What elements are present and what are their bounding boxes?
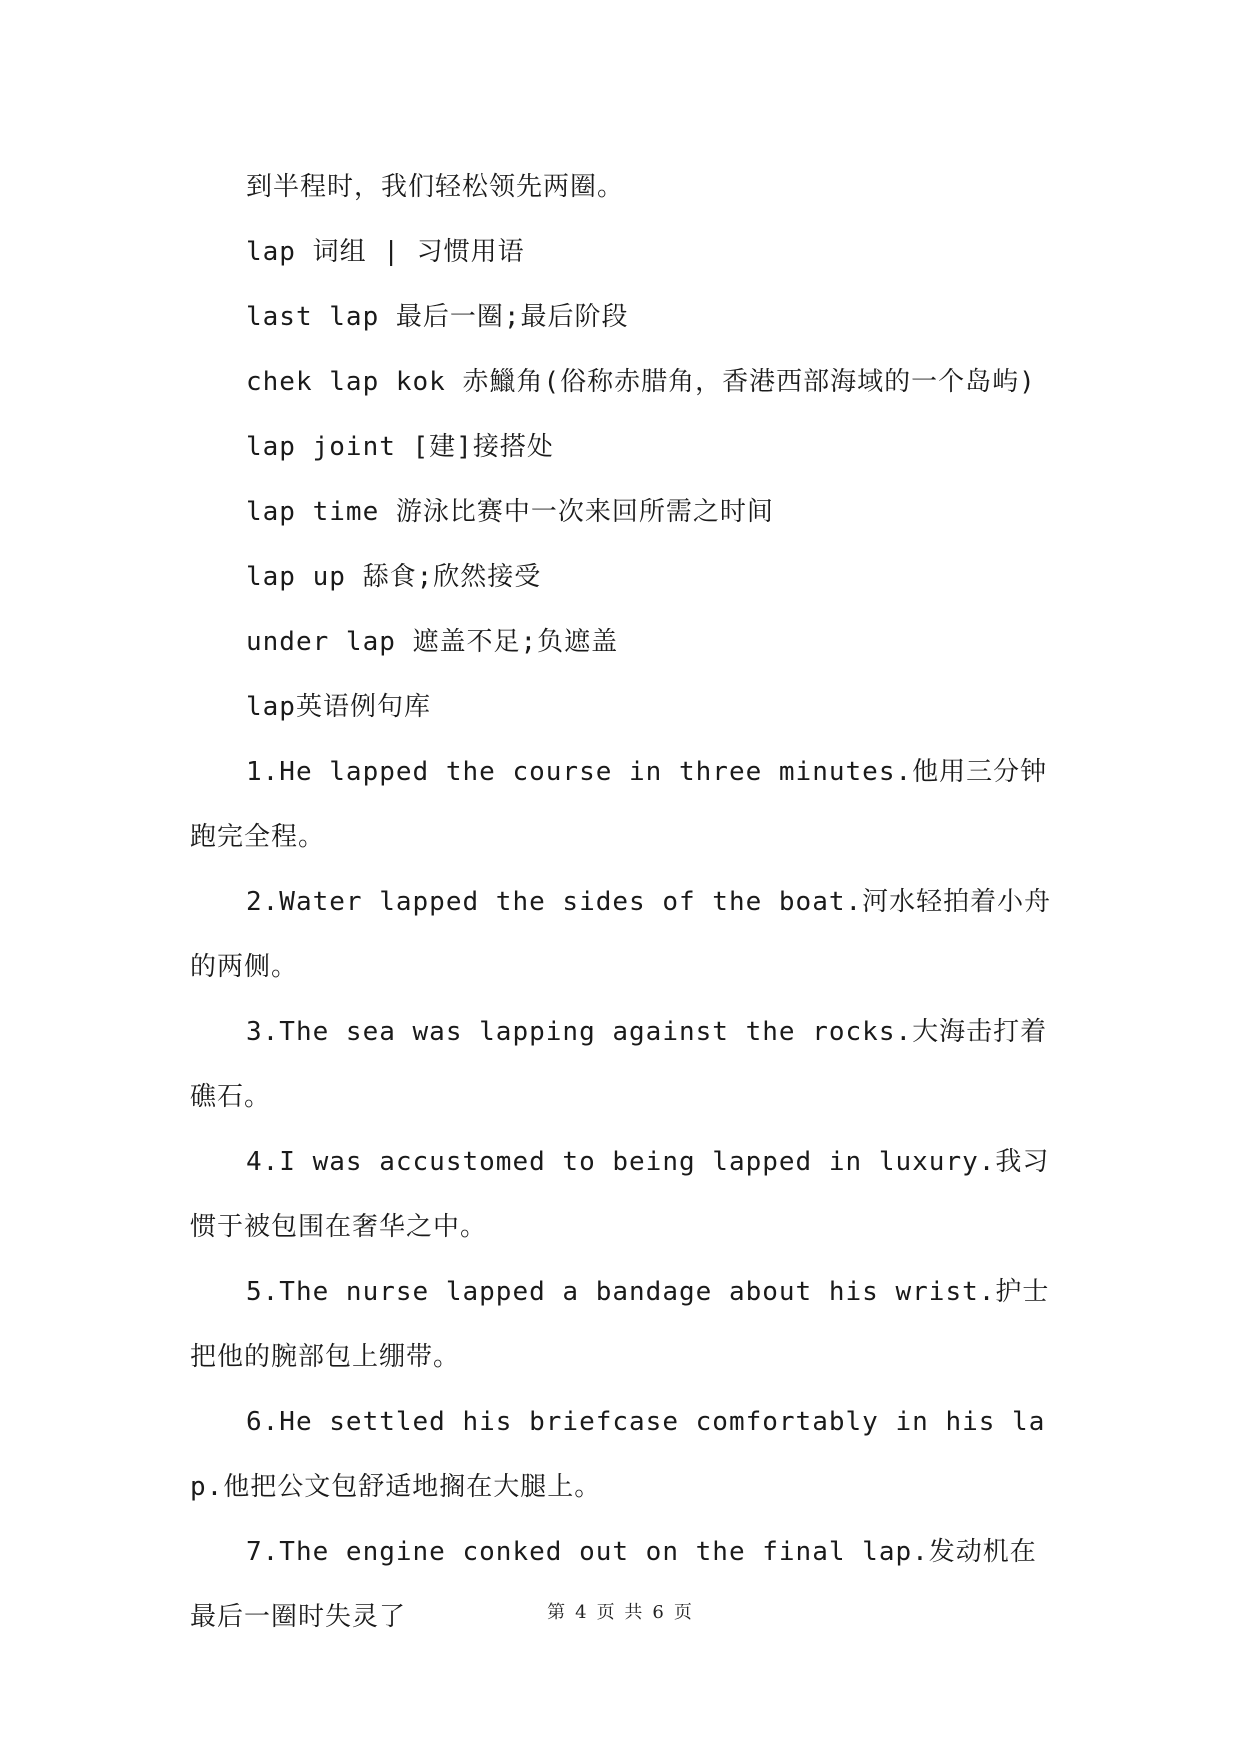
- phrase-item: under lap 遮盖不足;负遮盖: [246, 627, 619, 657]
- example-sentence: 7.The engine conked out on the final lap.发动机在最后一圈时失灵了: [190, 1537, 1037, 1632]
- page-footer: [0, 1598, 1241, 1624]
- example-sentence: 4.I was accustomed to being lapped in luxury.我习惯于被包围在奢华之中。: [190, 1147, 1050, 1242]
- example-sentence: 2.Water lapped the sides of the boat.河水轻拍着小舟的两侧。: [190, 887, 1052, 982]
- phrase-item: lap time 游泳比赛中一次来回所需之时间: [246, 497, 774, 527]
- phrase-item: chek lap kok 赤鱲角(俗称赤腊角，香港西部海域的一个岛屿): [246, 367, 1036, 397]
- phrase-heading: lap 词组 ∣ 习惯用语: [246, 237, 525, 267]
- phrase-item: lap joint [建]接搭处: [246, 432, 554, 462]
- footer-total-pages: 6: [652, 1602, 666, 1623]
- phrase-item: lap up 舔食;欣然接受: [246, 562, 542, 592]
- document-body: [190, 155, 1060, 1650]
- example-sentence: 5.The nurse lapped a bandage about his wrist.护士把他的腕部包上绷带。: [190, 1277, 1050, 1372]
- example-sentence: 3.The sea was lapping against the rocks.大海击打着礁石。: [190, 1017, 1048, 1112]
- footer-prefix: 第: [547, 1602, 568, 1623]
- example-sentence: 6.He settled his briefcase comfortably in his lap.他把公文包舒适地搁在大腿上。: [190, 1407, 1046, 1502]
- footer-suffix: 页: [673, 1602, 694, 1623]
- footer-current-page: 4: [575, 1602, 589, 1623]
- footer-middle: 页 共: [596, 1602, 645, 1623]
- examples-heading: lap英语例句库: [246, 692, 431, 722]
- phrase-item: last lap 最后一圈;最后阶段: [246, 302, 629, 332]
- paragraph-1: 到半程时，我们轻松领先两圈。: [246, 172, 625, 202]
- example-sentence: 1.He lapped the course in three minutes.他用三分钟跑完全程。: [190, 757, 1048, 852]
